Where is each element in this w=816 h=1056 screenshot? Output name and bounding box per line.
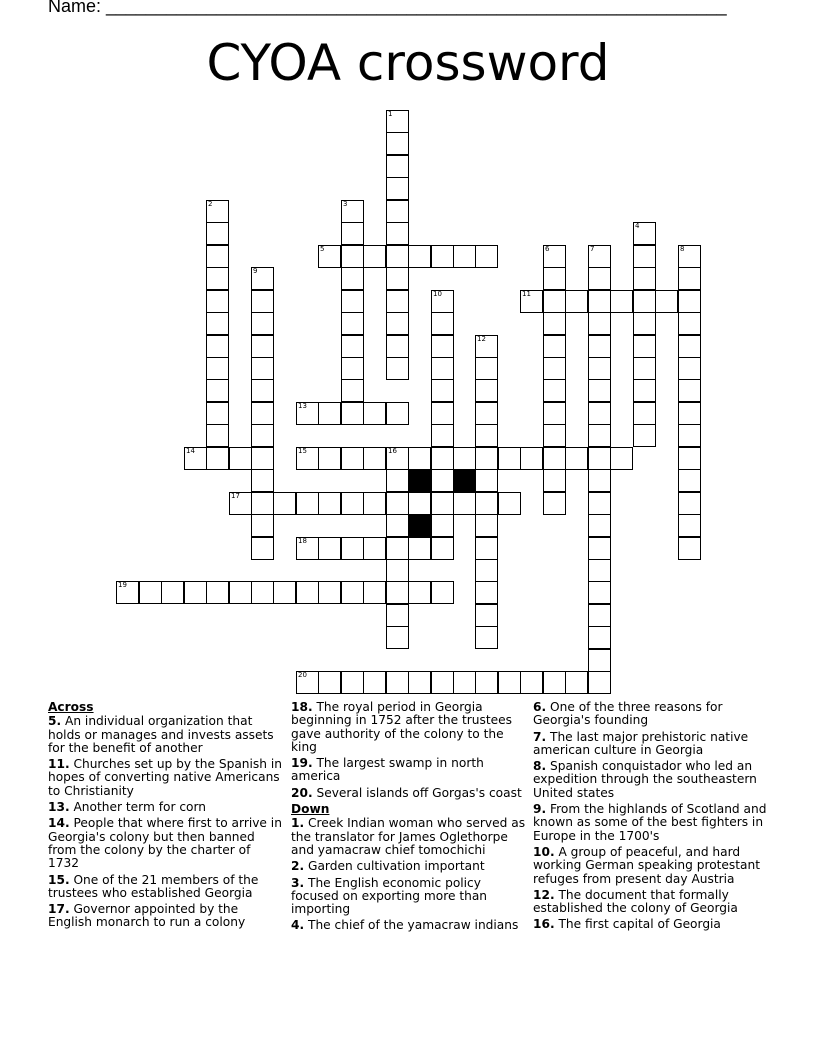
clue-text: Another term for corn: [69, 800, 207, 815]
grid-cell[interactable]: [431, 335, 454, 358]
across-clue: [48, 903, 284, 930]
clue-text: Governor appointed by the English monarch to run a colony: [48, 902, 246, 930]
grid-cell[interactable]: [475, 379, 498, 402]
grid-cell[interactable]: [296, 447, 319, 470]
grid-cell[interactable]: [588, 469, 611, 492]
clue-number: 12.: [533, 887, 555, 902]
grid-cell[interactable]: [296, 402, 319, 425]
down-clue-list-continued: [533, 701, 769, 932]
clue-number: 12: [477, 335, 486, 343]
grid-cell[interactable]: [251, 424, 274, 447]
grid-cell[interactable]: [251, 447, 274, 470]
grid-cell[interactable]: [543, 492, 566, 515]
grid-cell[interactable]: [655, 290, 678, 313]
grid-cell[interactable]: [588, 290, 611, 313]
grid-cell[interactable]: [341, 671, 364, 694]
clue-number: 8.: [533, 759, 547, 774]
down-clue: [291, 860, 527, 873]
clue-number: 13: [298, 402, 307, 410]
grid-cell[interactable]: [251, 267, 274, 290]
grid-cell[interactable]: [475, 626, 498, 649]
across-clue: [48, 715, 284, 755]
grid-cell[interactable]: [116, 581, 139, 604]
clue-text: The English economic policy focused on exporting more than importing: [291, 875, 488, 917]
grid-cell[interactable]: [386, 626, 409, 649]
grid-cell[interactable]: [296, 671, 319, 694]
grid-cell[interactable]: [161, 581, 184, 604]
grid-cell[interactable]: [588, 335, 611, 358]
grid-cell[interactable]: [633, 245, 656, 268]
grid-cell[interactable]: [363, 447, 386, 470]
grid-cell[interactable]: [588, 604, 611, 627]
grid-cell[interactable]: [520, 290, 543, 313]
grid-cell[interactable]: [386, 110, 409, 133]
down-clue: [533, 731, 769, 758]
clue-number: 15: [298, 447, 307, 455]
grid-cell[interactable]: [341, 357, 364, 380]
down-clue: [533, 846, 769, 886]
grid-cell[interactable]: [431, 402, 454, 425]
clue-text: From the highlands of Scotland and known as some of the best fighters in Europe in the 1700's: [533, 802, 767, 843]
grid-cell[interactable]: [363, 492, 386, 515]
grid-cell[interactable]: [386, 537, 409, 560]
grid-cell[interactable]: [588, 402, 611, 425]
grid-cell[interactable]: [386, 177, 409, 200]
black-cell: [408, 514, 431, 537]
grid-cell[interactable]: [386, 357, 409, 380]
clues-column-2: [291, 701, 527, 936]
grid-cell[interactable]: [453, 245, 476, 268]
grid-cell[interactable]: [431, 447, 454, 470]
grid-cell[interactable]: [543, 402, 566, 425]
grid-cell[interactable]: [475, 245, 498, 268]
across-clue: [48, 758, 284, 798]
grid-cell[interactable]: [206, 290, 229, 313]
clue-text: The last major prehistoric native american culture in Georgia: [533, 729, 749, 757]
clue-number: 1.: [291, 816, 305, 831]
grid-cell[interactable]: [408, 581, 431, 604]
grid-cell[interactable]: [475, 357, 498, 380]
grid-cell[interactable]: [475, 537, 498, 560]
grid-cell[interactable]: [386, 402, 409, 425]
clue-text: One of the 21 members of the trustees who established Georgia: [48, 872, 259, 900]
clue-number: 16: [388, 447, 397, 455]
grid-cell[interactable]: [588, 357, 611, 380]
grid-cell[interactable]: [543, 379, 566, 402]
grid-cell[interactable]: [318, 492, 341, 515]
clue-number: 8: [680, 245, 685, 253]
grid-cell[interactable]: [453, 492, 476, 515]
grid-cell[interactable]: [431, 357, 454, 380]
grid-cell[interactable]: [543, 447, 566, 470]
grid-cell[interactable]: [633, 424, 656, 447]
grid-cell[interactable]: [475, 447, 498, 470]
grid-cell[interactable]: [588, 267, 611, 290]
across-clue: [48, 817, 284, 870]
grid-cell[interactable]: [386, 132, 409, 155]
grid-cell[interactable]: [318, 447, 341, 470]
grid-cell[interactable]: [251, 290, 274, 313]
clue-number: 5.: [48, 714, 62, 729]
grid-cell[interactable]: [431, 245, 454, 268]
grid-cell[interactable]: [588, 312, 611, 335]
grid-cell[interactable]: [408, 537, 431, 560]
grid-cell[interactable]: [363, 402, 386, 425]
clue-text: Churches set up by the Spanish in hopes of converting native Americans to Christianity: [48, 757, 282, 798]
clue-number: 7: [590, 245, 595, 253]
grid-cell[interactable]: [341, 335, 364, 358]
clue-number: 2: [208, 200, 213, 208]
grid-cell[interactable]: [475, 559, 498, 582]
grid-cell[interactable]: [386, 312, 409, 335]
grid-cell[interactable]: [588, 447, 611, 470]
clue-number: 10.: [533, 844, 555, 859]
grid-cell[interactable]: [543, 671, 566, 694]
grid-cell[interactable]: [431, 537, 454, 560]
clue-text: The first capital of Georgia: [554, 917, 721, 932]
clue-text: The largest swamp in north america: [291, 756, 484, 784]
name-line: Name: ______________________________________________________________: [48, 0, 727, 16]
clue-number: 4.: [291, 918, 305, 933]
grid-cell[interactable]: [386, 492, 409, 515]
grid-cell[interactable]: [431, 424, 454, 447]
grid-cell[interactable]: [318, 245, 341, 268]
grid-cell[interactable]: [251, 537, 274, 560]
clue-number: 15.: [48, 872, 70, 887]
grid-cell[interactable]: [341, 402, 364, 425]
grid-cell[interactable]: [588, 581, 611, 604]
grid-cell[interactable]: [318, 581, 341, 604]
grid-cell[interactable]: [139, 581, 162, 604]
clue-number: 10: [433, 290, 442, 298]
grid-cell[interactable]: [543, 357, 566, 380]
grid-cell[interactable]: [633, 357, 656, 380]
grid-cell[interactable]: [206, 402, 229, 425]
grid-cell[interactable]: [408, 447, 431, 470]
grid-cell[interactable]: [588, 626, 611, 649]
down-clue: [291, 919, 527, 932]
grid-cell[interactable]: [386, 581, 409, 604]
grid-cell[interactable]: [386, 245, 409, 268]
clue-number: 1: [388, 110, 393, 118]
grid-cell[interactable]: [678, 492, 701, 515]
grid-cell[interactable]: [678, 379, 701, 402]
clue-number: 18.: [291, 700, 313, 714]
grid-cell[interactable]: [341, 290, 364, 313]
grid-cell[interactable]: [678, 402, 701, 425]
clue-text: People that where first to arrive in Georgia's colony but then banned from the colony by the charter of 1732: [48, 816, 282, 871]
clue-number: 2.: [291, 859, 305, 874]
grid-cell[interactable]: [543, 267, 566, 290]
grid-cell[interactable]: [588, 649, 611, 672]
grid-cell[interactable]: [386, 604, 409, 627]
grid-cell[interactable]: [431, 514, 454, 537]
across-clue-list: [48, 715, 284, 929]
across-clue: [291, 787, 527, 800]
grid-cell[interactable]: [251, 312, 274, 335]
grid-cell[interactable]: [273, 492, 296, 515]
grid-cell[interactable]: [588, 424, 611, 447]
grid-cell[interactable]: [296, 492, 319, 515]
grid-cell[interactable]: [588, 537, 611, 560]
grid-cell[interactable]: [363, 581, 386, 604]
grid-cell[interactable]: [206, 200, 229, 223]
grid-cell[interactable]: [431, 379, 454, 402]
grid-cell[interactable]: [588, 514, 611, 537]
grid-cell[interactable]: [341, 200, 364, 223]
grid-cell[interactable]: [475, 402, 498, 425]
grid-cell[interactable]: [206, 312, 229, 335]
page-title: CYOA crossword: [206, 34, 610, 92]
down-clue: [533, 803, 769, 843]
clue-text: A group of peaceful, and hard working German speaking protestant refuges from present day Austria: [533, 844, 761, 886]
clue-number: 9.: [533, 802, 547, 817]
grid-cell[interactable]: [206, 357, 229, 380]
grid-cell[interactable]: [318, 537, 341, 560]
clues-column-1: [48, 701, 284, 933]
grid-cell[interactable]: [386, 267, 409, 290]
grid-cell[interactable]: [341, 222, 364, 245]
grid-cell[interactable]: [206, 335, 229, 358]
grid-cell[interactable]: [386, 155, 409, 178]
grid-cell[interactable]: [565, 447, 588, 470]
grid-cell[interactable]: [206, 379, 229, 402]
grid-cell[interactable]: [498, 492, 521, 515]
grid-cell[interactable]: [431, 290, 454, 313]
grid-cell[interactable]: [341, 492, 364, 515]
grid-cell[interactable]: [408, 245, 431, 268]
grid-cell[interactable]: [431, 469, 454, 492]
grid-cell[interactable]: [251, 492, 274, 515]
clue-text: Garden cultivation important: [304, 859, 485, 874]
clue-number: 19.: [291, 756, 313, 771]
clue-number: 5: [320, 245, 325, 253]
clue-number: 11.: [48, 757, 70, 772]
grid-cell[interactable]: [341, 312, 364, 335]
grid-cell[interactable]: [386, 514, 409, 537]
grid-cell[interactable]: [386, 222, 409, 245]
clue-text: The royal period in Georgia beginning in 1752 after the trustees gave authority of the colony to the king: [291, 700, 512, 754]
grid-cell[interactable]: [453, 671, 476, 694]
grid-cell[interactable]: [206, 267, 229, 290]
grid-cell[interactable]: [386, 671, 409, 694]
clue-text: One of the three reasons for Georgia's founding: [533, 700, 723, 728]
grid-cell[interactable]: [520, 671, 543, 694]
grid-cell[interactable]: [678, 514, 701, 537]
grid-cell[interactable]: [565, 671, 588, 694]
grid-cell[interactable]: [184, 581, 207, 604]
grid-cell[interactable]: [475, 671, 498, 694]
grid-cell[interactable]: [229, 447, 252, 470]
grid-cell[interactable]: [431, 581, 454, 604]
clues-column-3: [533, 701, 769, 935]
grid-cell[interactable]: [206, 447, 229, 470]
grid-cell[interactable]: [251, 402, 274, 425]
grid-cell[interactable]: [633, 290, 656, 313]
down-clue: [533, 701, 769, 728]
grid-cell[interactable]: [431, 492, 454, 515]
grid-cell[interactable]: [363, 671, 386, 694]
grid-cell[interactable]: [453, 447, 476, 470]
clue-number: 3.: [291, 875, 305, 890]
clue-number: 17: [231, 492, 240, 500]
down-heading: Down: [291, 802, 330, 817]
clue-number: 4: [635, 222, 640, 230]
across-clue-list-continued: [291, 701, 527, 800]
grid-cell[interactable]: [386, 447, 409, 470]
grid-cell[interactable]: [363, 537, 386, 560]
grid-cell[interactable]: [273, 581, 296, 604]
clue-number: 11: [522, 290, 531, 298]
grid-cell[interactable]: [251, 357, 274, 380]
grid-cell[interactable]: [610, 290, 633, 313]
grid-cell[interactable]: [633, 402, 656, 425]
grid-cell[interactable]: [475, 604, 498, 627]
grid-cell[interactable]: [229, 581, 252, 604]
down-clue: [291, 877, 527, 917]
grid-cell[interactable]: [386, 335, 409, 358]
grid-cell[interactable]: [498, 671, 521, 694]
clue-number: 6.: [533, 700, 547, 714]
grid-cell[interactable]: [588, 492, 611, 515]
grid-cell[interactable]: [475, 424, 498, 447]
grid-cell[interactable]: [386, 200, 409, 223]
grid-cell[interactable]: [543, 312, 566, 335]
grid-cell[interactable]: [206, 222, 229, 245]
grid-cell[interactable]: [588, 671, 611, 694]
grid-cell[interactable]: [341, 537, 364, 560]
grid-cell[interactable]: [678, 267, 701, 290]
grid-cell[interactable]: [341, 267, 364, 290]
grid-cell[interactable]: [588, 245, 611, 268]
clue-text: The chief of the yamacraw indians: [304, 918, 519, 933]
grid-cell[interactable]: [588, 559, 611, 582]
clue-number: 13.: [48, 800, 70, 815]
grid-cell[interactable]: [229, 492, 252, 515]
grid-cell[interactable]: [678, 424, 701, 447]
grid-cell[interactable]: [318, 402, 341, 425]
clue-number: 3: [343, 200, 348, 208]
grid-cell[interactable]: [408, 671, 431, 694]
grid-cell[interactable]: [543, 290, 566, 313]
clue-number: 7.: [533, 729, 547, 744]
grid-cell[interactable]: [633, 379, 656, 402]
grid-cell[interactable]: [386, 290, 409, 313]
grid-cell[interactable]: [588, 379, 611, 402]
grid-cell[interactable]: [633, 335, 656, 358]
grid-cell[interactable]: [296, 581, 319, 604]
black-cell: [453, 469, 476, 492]
grid-cell[interactable]: [251, 581, 274, 604]
grid-cell[interactable]: [543, 245, 566, 268]
grid-cell[interactable]: [386, 559, 409, 582]
grid-cell[interactable]: [633, 222, 656, 245]
across-clue: [48, 874, 284, 901]
clue-number: 9: [253, 267, 258, 275]
grid-cell[interactable]: [678, 245, 701, 268]
across-clue: [291, 701, 527, 754]
down-clue-list: [291, 817, 527, 932]
grid-cell[interactable]: [296, 537, 319, 560]
grid-cell[interactable]: [251, 335, 274, 358]
grid-cell[interactable]: [408, 492, 431, 515]
across-clue: [48, 801, 284, 814]
grid-cell[interactable]: [633, 267, 656, 290]
clue-text: The document that formally established the colony of Georgia: [533, 887, 738, 916]
grid-cell[interactable]: [565, 290, 588, 313]
clue-number: 20: [298, 671, 307, 679]
grid-cell[interactable]: [431, 671, 454, 694]
grid-cell[interactable]: [475, 581, 498, 604]
across-heading: Across: [48, 700, 94, 714]
down-clue: [533, 760, 769, 800]
grid-cell[interactable]: [475, 469, 498, 492]
grid-cell[interactable]: [678, 469, 701, 492]
grid-cell[interactable]: [678, 290, 701, 313]
grid-cell[interactable]: [543, 469, 566, 492]
grid-cell[interactable]: [678, 447, 701, 470]
grid-cell[interactable]: [475, 335, 498, 358]
clue-number: 18: [298, 537, 307, 545]
grid-cell[interactable]: [520, 447, 543, 470]
grid-cell[interactable]: [363, 245, 386, 268]
down-clue: [533, 918, 769, 931]
grid-cell[interactable]: [431, 312, 454, 335]
black-cell: [408, 469, 431, 492]
grid-cell[interactable]: [678, 537, 701, 560]
clue-number: 14.: [48, 816, 70, 831]
grid-cell[interactable]: [341, 447, 364, 470]
grid-cell[interactable]: [206, 245, 229, 268]
grid-cell[interactable]: [206, 581, 229, 604]
grid-cell[interactable]: [341, 245, 364, 268]
grid-cell[interactable]: [678, 312, 701, 335]
grid-cell[interactable]: [206, 424, 229, 447]
clue-text: Creek Indian woman who served as the translator for James Oglethorpe and yamacraw chief tomochichi: [291, 816, 526, 857]
clue-text: Spanish conquistador who led an expedition through the southeastern United states: [533, 759, 757, 800]
grid-cell[interactable]: [678, 357, 701, 380]
grid-cell[interactable]: [475, 492, 498, 515]
down-clue: [533, 889, 769, 916]
grid-cell[interactable]: [251, 514, 274, 537]
grid-cell[interactable]: [251, 469, 274, 492]
grid-cell[interactable]: [543, 335, 566, 358]
grid-cell[interactable]: [498, 447, 521, 470]
clue-number: 19: [118, 581, 127, 589]
grid-cell[interactable]: [543, 424, 566, 447]
grid-cell[interactable]: [341, 581, 364, 604]
clue-number: 17.: [48, 902, 70, 917]
clue-number: 14: [186, 447, 195, 455]
clue-number: 16.: [533, 917, 555, 932]
clue-number: 20.: [291, 785, 313, 800]
grid-cell[interactable]: [251, 379, 274, 402]
grid-cell[interactable]: [184, 447, 207, 470]
grid-cell[interactable]: [318, 671, 341, 694]
grid-cell[interactable]: [475, 514, 498, 537]
clue-text: An individual organization that holds or manages and invests assets for the benefit of another: [48, 714, 274, 755]
across-clue: [291, 757, 527, 784]
grid-cell[interactable]: [341, 379, 364, 402]
grid-cell[interactable]: [633, 312, 656, 335]
clue-number: 6: [545, 245, 550, 253]
grid-cell[interactable]: [678, 335, 701, 358]
grid-cell[interactable]: [386, 469, 409, 492]
grid-cell[interactable]: [610, 447, 633, 470]
down-clue: [291, 817, 527, 857]
clue-text: Several islands off Gorgas's coast: [312, 785, 522, 800]
